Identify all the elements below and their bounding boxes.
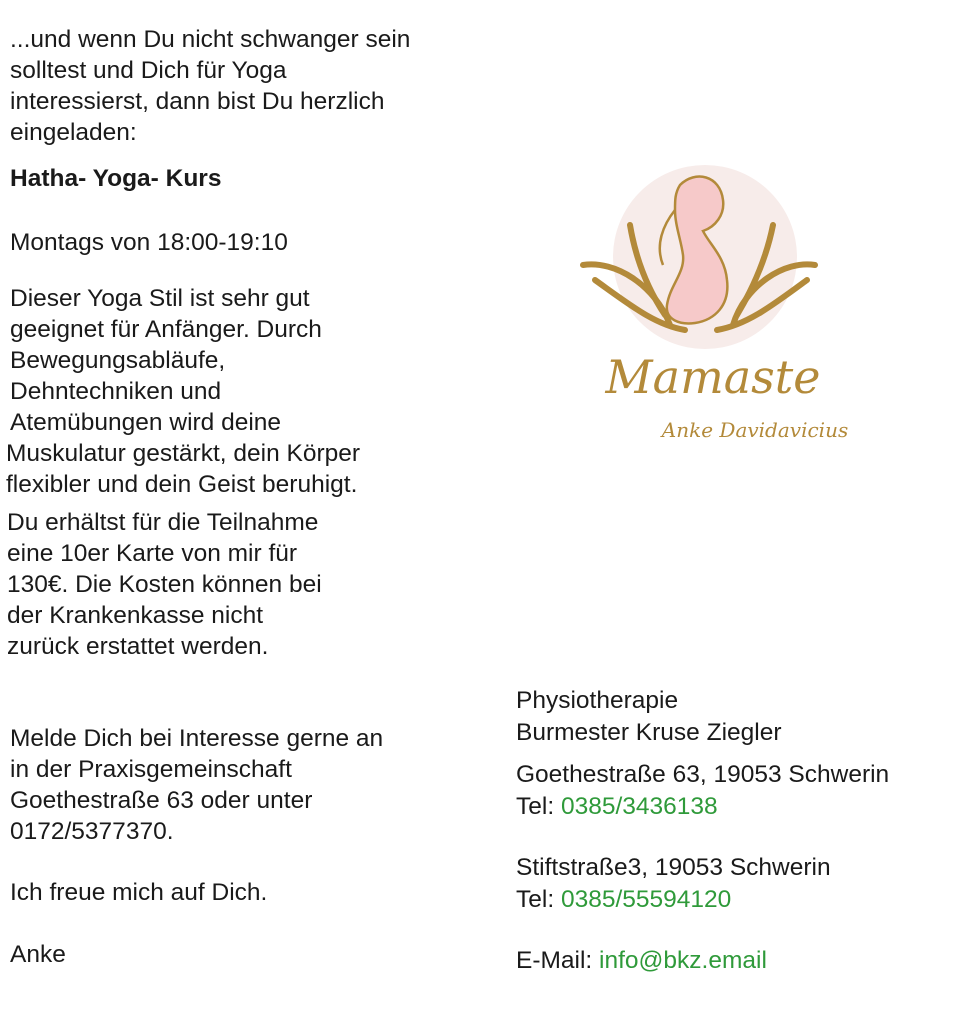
intro-line: eingeladen: — [10, 119, 137, 146]
location-address: Stiftstraße3, 19053 Schwerin — [516, 854, 831, 881]
contact-note-line: 0172/5377370. — [10, 818, 174, 845]
pricing-line: eine 10er Karte von mir für — [7, 540, 298, 567]
intro-text — [10, 24, 410, 148]
intro-line: interessierst, dann bist Du herzlich — [10, 88, 385, 115]
signature: Anke — [10, 941, 66, 968]
pricing-line: der Krankenkasse nicht — [7, 602, 264, 629]
contact-note-line: in der Praxisgemeinschaft — [10, 756, 292, 783]
course-description — [6, 283, 361, 500]
description-line: Atemübungen wird deine — [10, 409, 282, 436]
description-line: Dieser Yoga Stil ist sehr gut — [10, 285, 310, 312]
location-stiftstrasse — [516, 852, 831, 916]
phone-label: Tel: — [516, 886, 555, 913]
location-phone-row — [516, 884, 831, 916]
practice-name-line: Burmester Kruse Ziegler — [516, 719, 782, 746]
contact-note-line: Goethestraße 63 oder unter — [10, 787, 313, 814]
pricing-line: Du erhältst für die Teilnahme — [7, 509, 319, 536]
location-phone-row — [516, 791, 889, 823]
description-line: Muskulatur gestärkt, dein Körper — [6, 440, 361, 467]
description-line: Dehntechniken und — [10, 378, 222, 405]
phone-link[interactable]: 0385/3436138 — [560, 793, 718, 820]
practice-name — [516, 685, 782, 749]
email-link[interactable]: info@bkz.email — [599, 947, 767, 974]
course-schedule: Montags von 18:00-19:10 — [10, 229, 288, 256]
intro-line: solltest und Dich für Yoga — [10, 57, 287, 84]
closing-text: Ich freue mich auf Dich. — [10, 879, 268, 906]
pricing-line: 130€. Die Kosten können bei — [7, 571, 322, 598]
location-address: Goethestraße 63, 19053 Schwerin — [516, 761, 890, 788]
pricing-text — [7, 507, 322, 662]
phone-label: Tel: — [516, 793, 555, 820]
email-label: E-Mail: — [516, 947, 593, 974]
phone-link[interactable]: 0385/55594120 — [560, 886, 732, 913]
logo-brand: Mamaste — [605, 350, 821, 404]
pricing-line: zurück erstattet werden. — [7, 633, 269, 660]
logo-owner: Anke Davidavicius — [661, 418, 849, 442]
practice-name-line: Physiotherapie — [516, 687, 679, 714]
location-goethestrasse — [516, 759, 889, 823]
description-line: Bewegungsabläufe, — [10, 347, 226, 374]
course-title: Hatha- Yoga- Kurs — [10, 165, 222, 192]
mamaste-logo — [575, 165, 865, 455]
email-row — [516, 945, 767, 977]
contact-note — [10, 723, 383, 847]
contact-note-line: Melde Dich bei Interesse gerne an — [10, 725, 384, 752]
description-line: flexibler und dein Geist beruhigt. — [6, 471, 358, 498]
description-line: geeignet für Anfänger. Durch — [10, 316, 322, 343]
intro-line: ...und wenn Du nicht schwanger sein — [10, 26, 411, 53]
